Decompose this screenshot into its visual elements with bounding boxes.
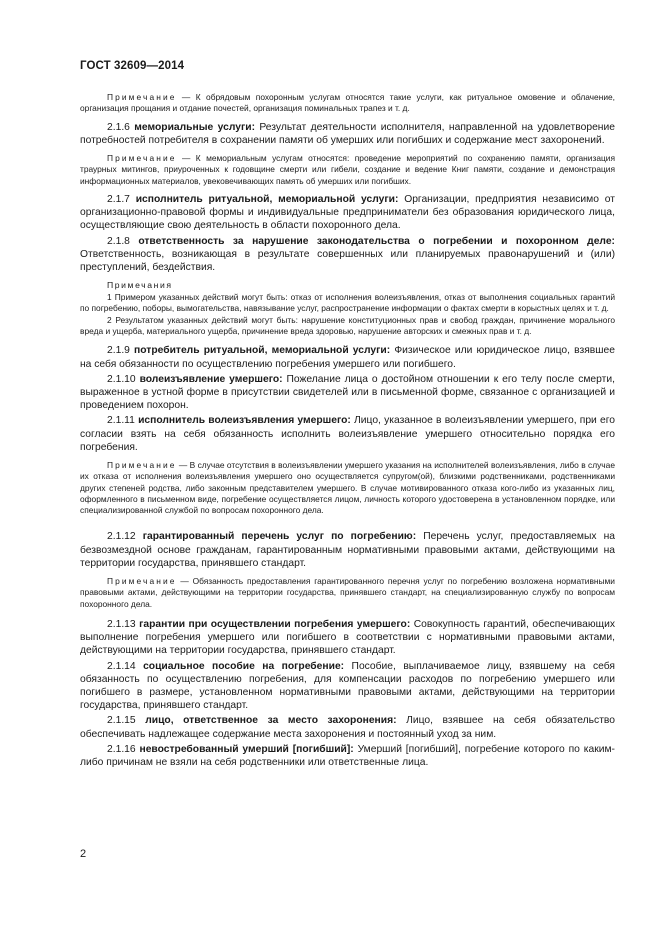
note-2-1-12 [80, 576, 615, 610]
term-definition: Пожелание лица о достойном отношении к его телу после смерти, выраженное в устной форме в присутствии свидетелей или в письменной форме, связанное с организацией и проведением похорон. [80, 373, 615, 412]
term-2-1-13 [80, 618, 615, 658]
term-title: исполнитель волеизъявления умершего: [138, 415, 351, 427]
term-number: 2.1.10 [107, 373, 136, 385]
note-item-1: 1 Примером указанных действий могут быть: отказ от исполнения волеизъявления, отказ от выполнения социальных гарантий по погребению, поборы, вымогательства, навязывание услуг, распространение информации о фактах смерти в корыстных целях и т. д. [80, 292, 615, 314]
standard-header: ГОСТ 32609—2014 [80, 60, 185, 72]
note-2-1-6 [80, 153, 615, 187]
term-2-1-16 [80, 743, 615, 769]
term-title: гарантии при осуществлении погребения умершего: [139, 618, 411, 630]
note-text: — К обрядовым похоронным услугам относятся такие услуги, как ритуальное омовение и облачение, организация прощания и отдание почестей, организация поминальных трапез и т. д. [80, 92, 615, 114]
term-title: невостребованный умерший [погибший]: [139, 743, 354, 755]
term-definition: Пособие, выплачиваемое лицу, взявшему на себя обязанность по осуществлению погребения, для компенсации расходов по погребению умершего или погибшего в размере, установленном нормативными правовыми актами, действующими на территории государства, принявшего стандарт. [80, 660, 615, 712]
page-number: 2 [80, 848, 87, 860]
term-2-1-12 [80, 530, 615, 570]
term-definition: Ответственность, возникающая в результате совершенных или планируемых правонарушений и (или) преступлений, бездействия. [80, 248, 615, 273]
term-definition: Умерший [погибший], погребение которого по каким-либо причинам не взяли на себя родственники или ответственные лица. [80, 743, 615, 768]
term-title: потребитель ритуальной, мемориальной услуги: [134, 345, 391, 357]
term-number: 2.1.12 [107, 531, 136, 543]
term-number: 2.1.16 [107, 743, 136, 755]
term-definition: Организации, предприятия независимо от организационно-правовой формы и индивидуальные предприниматели без образования юридического лица, осуществляющие свою деятельность в области похоронного дела. [80, 193, 615, 232]
term-title: ответственность за нарушение законодательства о погребении и похоронном деле: [138, 235, 615, 247]
note-head: Примечание [107, 153, 177, 163]
note-2-1-5 [80, 92, 615, 115]
term-number: 2.1.13 [107, 618, 136, 630]
term-number: 2.1.7 [107, 193, 130, 205]
term-2-1-14 [80, 660, 615, 713]
term-title: гарантированный перечень услуг по погребению: [142, 531, 417, 543]
note-text: — Обязанность предоставления гарантированного перечня услуг по погребению возложена нормативными правовыми актами, действующими на территории государства, принявшего стандарт, на специализированную службу по вопросам похоронного дела. [80, 576, 615, 609]
note-head: Примечание [107, 459, 177, 470]
term-definition: Физическое или юридическое лицо, взявшее на себя обязанности по осуществлению погребения умершего или погибшего. [80, 345, 615, 370]
note-head: Примечание [107, 576, 177, 587]
term-number: 2.1.15 [107, 715, 136, 727]
term-number: 2.1.6 [107, 121, 130, 133]
note-text: — К мемориальным услугам относятся: проведение мероприятий по сохранению памяти, организация траурных митингов, приуроченных к годовщине смерти или гибели, создание и ведение Книг памяти, создание и демонстрация информационных материалов, увековечивающих память об умерших или погибших. [80, 153, 615, 186]
spacer [80, 337, 615, 344]
document-body [80, 92, 615, 775]
term-number: 2.1.11 [107, 415, 135, 427]
term-title: волеизъявление умершего: [139, 373, 283, 385]
term-definition: Лицо, указанное в волеизъявлении умершего, при его согласии взять на себя обязанность исполнить волеизъявление умершего относительно порядка его погребения. [80, 415, 615, 453]
term-title: лицо, ответственное за место захоронения: [145, 715, 397, 727]
term-title: исполнитель ритуальной, мемориальной услуги: [135, 193, 399, 205]
note-text: — В случае отсутствия в волеизъявлении умершего указания на исполнителей волеизъявления, либо в случае их отказа от исполнения волеизъявления умершего оно осуществляется супругом(ой), близкими родственниками, родственниками других степеней родства, либо законным представителем умершего. В случае мотивированного отказа кого-либо из указанных лиц, оформленного в письменном виде, погребение осуществляется лицом, личность которого удостоверена в установленном порядке, или специализированной службой по вопросам похоронного дела. [80, 459, 615, 516]
term-definition: Перечень услуг, предоставляемых на безвозмездной основе гражданам, гарантированным нормативными правовыми актами, действующими на территории государства, принявшего стандарт. [80, 531, 615, 569]
note-item-2: 2 Результатом указанных действий могут быть: нарушение конституционных прав и свобод граждан, причинение морального вреда и ущерба, материального ущерба, причинение вреда здоровью, нарушение авторских и смежных прав и т. д. [80, 314, 615, 336]
term-title: социальное пособие на погребение: [143, 660, 345, 672]
term-title: мемориальные услуги: [134, 121, 255, 133]
term-2-1-11 [80, 414, 615, 454]
term-2-1-9 [80, 344, 615, 370]
term-number: 2.1.14 [107, 660, 136, 672]
term-definition: Лицо, взявшее на себя обязательство обеспечивать надлежащее содержание места захоронения и постоянный уход за ним. [80, 715, 615, 740]
term-2-1-10 [80, 373, 615, 413]
term-number: 2.1.9 [107, 345, 130, 357]
term-number: 2.1.8 [107, 235, 130, 247]
term-2-1-6 [80, 121, 615, 147]
term-definition: Совокупность гарантий, обеспечивающих выполнение погребения умершего или погибшего в соответствии с нормативными правовыми актами, действующими на территории государства, принявшего стандарт. [80, 618, 615, 657]
note-2-1-11 [80, 460, 615, 516]
term-2-1-15 [80, 714, 615, 740]
note-head: Примечание [107, 92, 177, 102]
term-2-1-8 [80, 235, 615, 275]
term-definition: Результат деятельности исполнителя, направленной на удовлетворение потребностей потребителя в сохранении памяти об умерших или погибших и содержание мест захоронений. [80, 121, 615, 146]
notes-heading: Примечания [107, 280, 173, 291]
term-2-1-7 [80, 193, 615, 233]
